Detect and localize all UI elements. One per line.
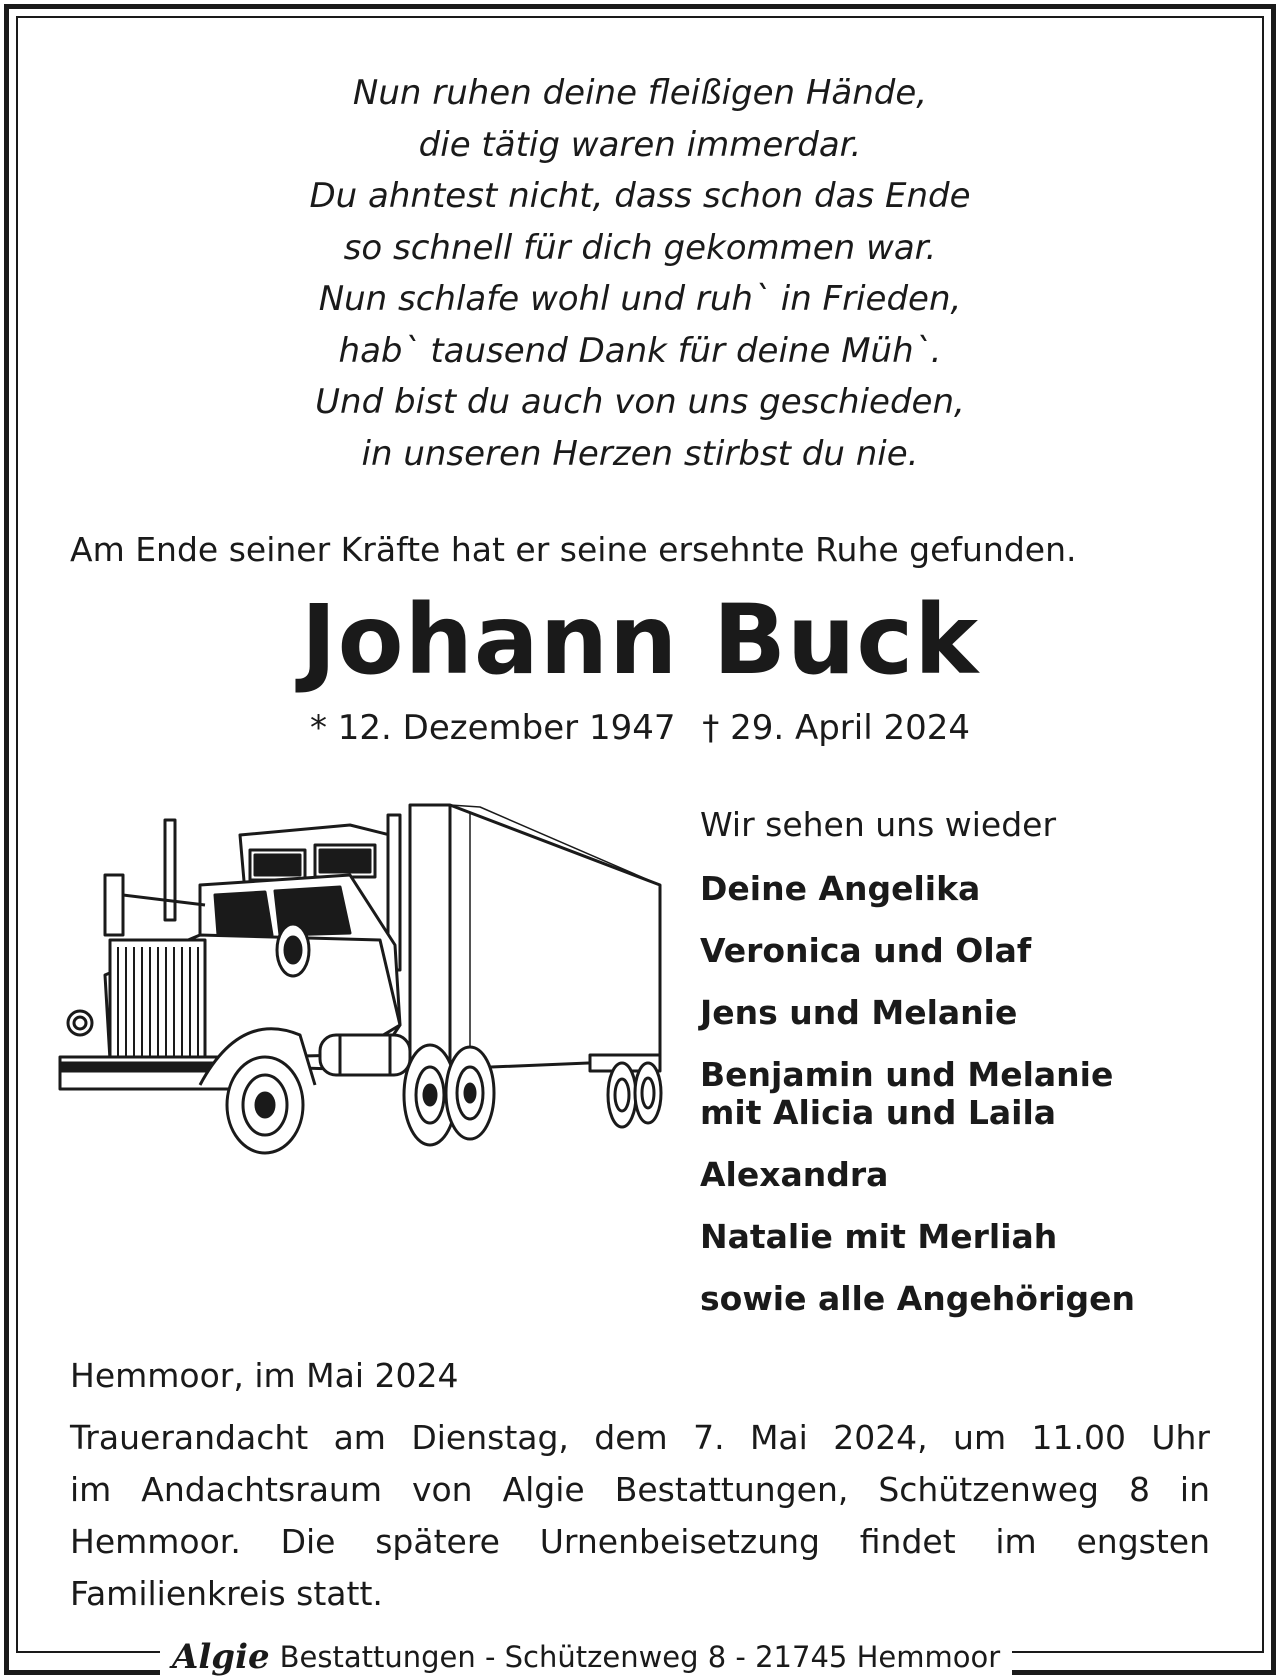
life-dates — [0, 708, 1280, 748]
poem-line: Nun ruhen deine fleißigen Hände, — [352, 73, 928, 113]
intro-text: Am Ende seiner Kräfte hat er seine ersehnte Ruhe gefunden. — [70, 530, 1077, 569]
family-member: Alexandra — [700, 1155, 889, 1194]
poem-line: in unseren Herzen stirbst du nie. — [361, 433, 919, 474]
poem-line: hab` tausend Dank für deine Müh`. — [338, 330, 942, 371]
truck-icon — [50, 795, 680, 1155]
family-member: Benjamin und Melanie — [700, 1055, 1114, 1094]
family-member: mit Alicia und Laila — [700, 1093, 1057, 1132]
ceremony-text — [70, 1412, 1210, 1620]
ceremony-line: Familienkreis statt. — [70, 1574, 383, 1613]
deceased-name: Johann Buck — [300, 584, 980, 696]
family-member: Deine Angelika — [700, 869, 981, 908]
footer — [160, 1636, 1012, 1678]
funeral-home-address: Bestattungen - Schützenweg 8 - 21745 Hemmoor — [279, 1640, 1001, 1674]
family-greeting: Wir sehen uns wieder — [700, 805, 1057, 844]
family-member: Natalie mit Merliah — [700, 1217, 1058, 1256]
poem-line: Du ahntest nicht, dass schon das Ende — [309, 176, 971, 216]
poem-line: Und bist du auch von uns geschieden, — [315, 382, 965, 422]
poem-line: Nun schlafe wohl und ruh` in Frieden, — [318, 279, 962, 319]
ceremony-line: im Andachtsraum von Algie Bestattungen, Schützenweg 8 in — [70, 1470, 1210, 1509]
family-list — [700, 805, 1240, 1342]
ceremony-line: Hemmoor. Die spätere Urnenbeisetzung findet im engsten — [70, 1522, 1210, 1561]
family-member-group — [700, 1056, 1240, 1132]
family-member: Jens und Melanie — [700, 993, 1018, 1032]
place-date: Hemmoor, im Mai 2024 — [70, 1356, 459, 1395]
family-member: Veronica und Olaf — [700, 931, 1032, 970]
death-date: † 29. April 2024 — [702, 708, 971, 748]
funeral-home-logo: Algie — [172, 1637, 270, 1677]
family-member: sowie alle Angehörigen — [700, 1279, 1136, 1318]
birth-date: * 12. Dezember 1947 — [309, 708, 676, 748]
poem-line: die tätig waren immerdar. — [418, 124, 862, 165]
poem — [0, 68, 1280, 480]
ceremony-line: Trauerandacht am Dienstag, dem 7. Mai 2024, um 11.00 Uhr — [70, 1418, 1210, 1457]
poem-line: so schnell für dich gekommen war. — [343, 227, 937, 268]
